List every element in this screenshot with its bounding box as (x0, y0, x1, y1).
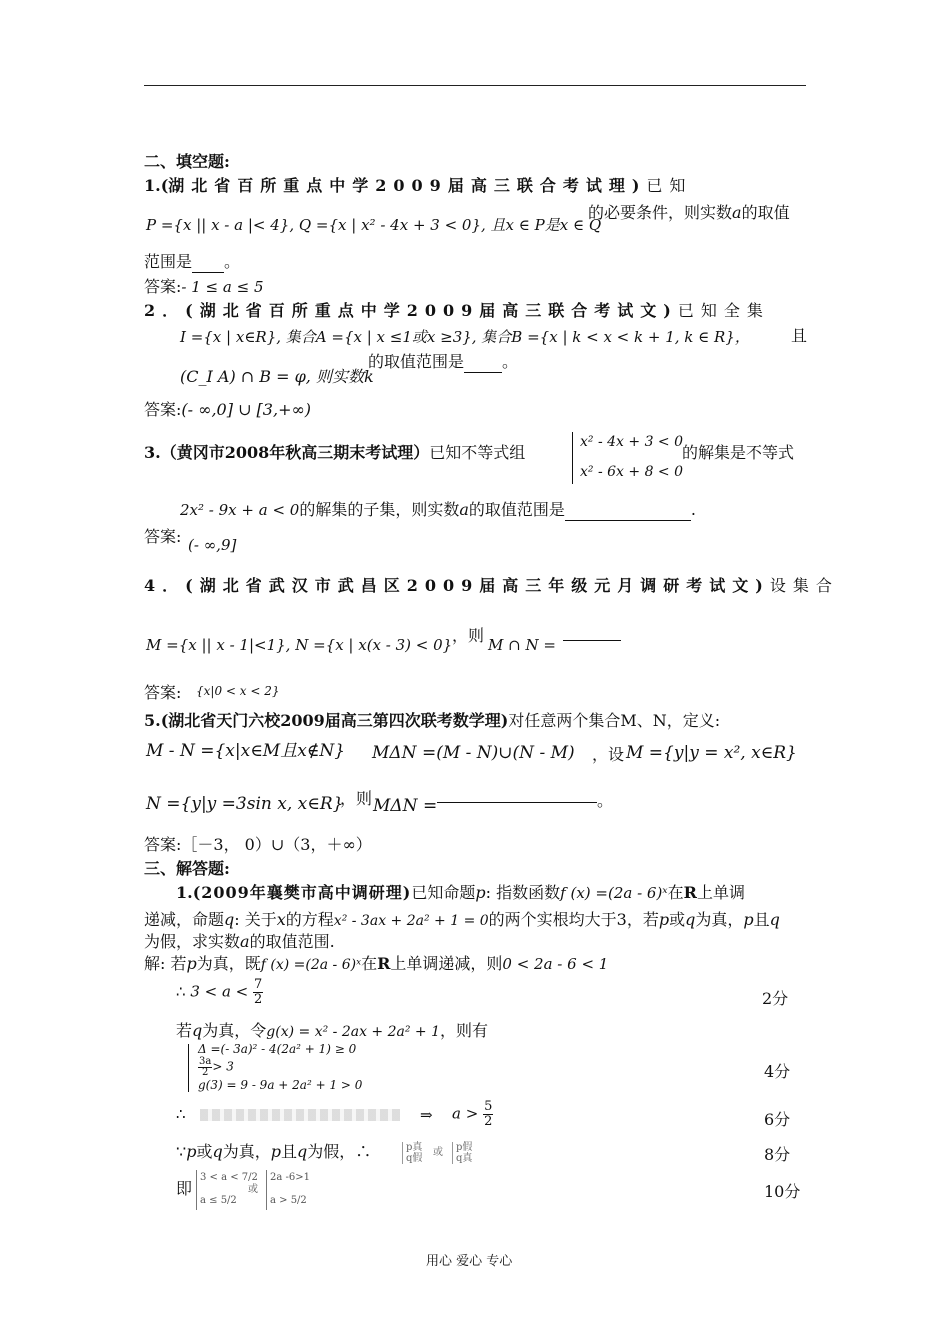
final-1-line-1: 3 < a < 7/2 (200, 1172, 258, 1183)
fraction-numerator: 3a (199, 1056, 212, 1067)
question-1-text-3: 的取值 (741, 203, 790, 222)
solve-1-text-g: 的方程 (285, 910, 334, 929)
case-brace-1 (402, 1142, 403, 1164)
solve-1-true: 为真， (695, 910, 744, 929)
score-6: 6分 (764, 1110, 791, 1129)
score-4: 4分 (764, 1062, 791, 1081)
question-2-blank (464, 352, 502, 373)
fraction-numerator: 5 (484, 1099, 493, 1114)
var-q: q (212, 1142, 223, 1161)
implies-symbol: ⇒ (420, 1106, 433, 1124)
question-2-end: 。 (502, 352, 519, 371)
question-2-source: 湖北省百所重点中学2009届高三联合考试文) (199, 301, 678, 320)
final-2-line-2: a > 5/2 (270, 1195, 307, 1206)
solve-1-text-c: 在 (667, 883, 684, 902)
solve-1-text-a: 已知命题 (411, 883, 476, 902)
solution-line-1 (144, 954, 608, 975)
score-2: 2分 (762, 989, 789, 1008)
question-3-answer-value: (- ∞,9] (188, 536, 237, 554)
question-3-line-2 (180, 500, 696, 521)
answer-label: 答案: (144, 835, 182, 854)
case-brace-2 (452, 1142, 453, 1164)
solution-text-c: 上单调递减，则 (390, 954, 503, 973)
question-2-condition: (C_I A) ∩ B = φ, 则实数k (180, 367, 374, 386)
var-q: q (769, 910, 780, 929)
question-4-number: 4．( (144, 576, 200, 595)
solve-1-source: (2009年襄樊市高中调研理) (192, 883, 412, 902)
question-4-intersection: M ∩ N = (488, 636, 556, 654)
score-8: 8分 (764, 1145, 791, 1164)
question-3-number: 3. (144, 443, 161, 462)
fraction-numerator: 7 (254, 977, 263, 992)
var-p: p (743, 910, 754, 929)
question-1-line-2 (588, 203, 790, 223)
because-symbol: ∵ (176, 1142, 187, 1161)
question-5-source: (湖北省天门六校2009届高三第四次联考数学理) (160, 711, 509, 730)
solve-1-equation: x² - 3ax + 2a² + 1 = 0 (333, 913, 489, 929)
question-1-answer-value: - 1 ≤ a ≤ 5 (181, 278, 264, 296)
var-a: a (240, 932, 250, 951)
question-4-text: 设集合 (769, 576, 839, 595)
question-5-number: 5. (144, 711, 161, 730)
solve-1-text-b: : 指数函数 (485, 883, 561, 902)
final-brace-2 (266, 1170, 267, 1210)
condition-g3: g(3) = 9 - 9a + 2a² + 1 > 0 (198, 1078, 363, 1092)
solution-result-1-expr: 3 < a < (190, 982, 249, 1001)
case-2-line-2: q真 (456, 1153, 473, 1164)
question-3-ineq-2: x² - 6x + 8 < 0 (580, 464, 684, 480)
question-3-answer-label: 答案: (144, 527, 182, 546)
case-2-line-1: p假 (456, 1142, 473, 1153)
question-5-answer-value: ［－3， 0）∪（3，＋∞） (181, 835, 372, 854)
var-x: x (276, 910, 286, 929)
question-4-source: 湖北省武汉市武昌区2009届高三年级元月调研考试文) (199, 576, 770, 595)
question-2-sets: I ={x | x∈R}, 集合A ={x | x ≤1或x ≥3}, 集合B ={x | k < x < k + 1, k ∈ R}， (180, 328, 750, 346)
solve-1-number: 1. (176, 883, 193, 902)
solution-then: ，则有 (440, 1021, 489, 1040)
solution-text-a: 为真，既 (196, 954, 261, 973)
question-3-line-1 (144, 443, 525, 463)
condition-axis-rhs: > 3 (212, 1059, 234, 1074)
solution-result-2 (176, 1105, 186, 1123)
fraction-denominator: 2 (201, 1067, 209, 1078)
question-5-text: 对任意两个集合M、N，定义: (508, 711, 721, 730)
var-q: q (296, 1142, 308, 1161)
question-4-then: ，则 (452, 626, 485, 645)
question-1-blank (192, 252, 224, 273)
solve-1-function: f (x) =(2a - 6)ˣ (560, 884, 668, 902)
question-4-answer-label: 答案: (144, 683, 182, 702)
solution-function: f (x) =(2a - 6)ˣ (260, 957, 362, 973)
question-5-line-1 (144, 711, 720, 731)
fraction-denominator: 2 (484, 1114, 493, 1129)
question-3-text-2: 的解集是不等式 (682, 443, 795, 462)
question-5-set-n: N ={y|y =3sin x, x∈R} (146, 794, 344, 814)
solution-false: 为假，∴ (307, 1142, 372, 1161)
question-5-then: ，则 (340, 789, 373, 808)
solution-line-because (176, 1142, 371, 1162)
solution-true: 为真， (222, 1142, 271, 1161)
condition-discriminant: Δ =(- 3a)² - 4(2a² + 1) ≥ 0 (198, 1042, 357, 1056)
var-p: p (270, 1142, 281, 1161)
var-q: q (685, 910, 696, 929)
result-2-lhs: a > (452, 1104, 479, 1123)
case-1-line-2: q假 (406, 1153, 423, 1164)
solution-label: 解: 若 (144, 954, 187, 973)
question-1-range-text: 范围是 (144, 252, 193, 271)
case-1-line-1: p真 (406, 1142, 423, 1153)
solution-result-2-expr (452, 1100, 493, 1129)
question-5-end: 。 (597, 791, 614, 810)
solution-if: 若 (176, 1021, 193, 1040)
question-3-text-4: 的取值范围是 (468, 500, 565, 519)
solution-ineq: 0 < 2a - 6 < 1 (502, 955, 609, 973)
solution-and: 且 (280, 1142, 297, 1161)
question-2-line-3 (368, 352, 518, 373)
question-2-text: 已知全集 (677, 301, 770, 320)
question-5-let: ，设 (592, 745, 625, 764)
question-1-text-2: 的必要条件，则实数 (588, 203, 733, 222)
section-heading-solve: 三、解答题: (144, 859, 230, 878)
question-1-source: 湖北省百所重点中学2009届高三联合考试理) (168, 176, 647, 195)
question-5-blank (437, 802, 597, 803)
question-5-answer (144, 835, 372, 855)
solve-1-text-e: 递减，命题 (144, 910, 225, 929)
therefore-symbol: ∴ (176, 982, 186, 1001)
var-q: q (192, 1021, 203, 1040)
question-1-answer (144, 277, 263, 297)
question-4-line-1 (144, 576, 839, 596)
solution-let: 为真，令 (202, 1021, 267, 1040)
solution-namely: 即 (176, 1179, 193, 1198)
solve-1-text-i: 为假，求实数 (144, 932, 241, 951)
condition-axis (198, 1057, 234, 1078)
page-footer: 用心 爱心 专心 (426, 1254, 513, 1269)
solution-g-def: g(x) = x² - 2ax + 2a² + 1 (266, 1024, 441, 1040)
answer-label: 答案: (144, 277, 182, 296)
solution-line-q (176, 1021, 488, 1042)
solve-1-line-2 (144, 910, 780, 931)
question-1-text: 已知 (646, 176, 693, 195)
question-3-ineq-1: x² - 4x + 3 < 0 (580, 434, 684, 450)
fraction-3a-2 (198, 1057, 212, 1078)
question-3-text-3: 的解集的子集，则实数 (299, 500, 460, 519)
final-1-line-2: a ≤ 5/2 (200, 1195, 237, 1206)
question-2-answer (144, 400, 311, 420)
solution-or: 或 (196, 1142, 213, 1161)
solve-1-text-h: 的两个实根均大于3，若 (488, 910, 659, 929)
question-2-line-1 (144, 301, 770, 321)
section-heading-fill-blank: 二、填空题: (144, 152, 230, 171)
question-4-answer-value: {x|0 < x < 2} (196, 684, 280, 698)
conditions-brace (188, 1044, 189, 1092)
solve-1-text-j: 的取值范围. (249, 932, 335, 951)
solve-1-line-1 (176, 883, 745, 903)
question-3-end: . (690, 500, 696, 519)
question-2-number: 2．( (144, 301, 200, 320)
blurred-expression (200, 1109, 400, 1121)
question-1-condition: P ={x || x - a |< 4}, Q ={x | x² - 4x + 3 < 0}, 且x ∈ P是x ∈ Q (146, 216, 602, 234)
question-2-and: 且 (791, 326, 808, 345)
question-3-blank (565, 500, 691, 521)
question-5-def-symdiff: MΔN =(M - N)∪(N - M) (372, 743, 575, 763)
header-rule (144, 85, 806, 86)
solve-1-or: 或 (669, 910, 686, 929)
fraction-denominator: 2 (254, 992, 263, 1007)
question-3-var: a (459, 500, 469, 519)
question-1-line-1 (144, 176, 692, 196)
fraction-7-2 (253, 978, 263, 1007)
final-2-line-1: 2a -6>1 (270, 1172, 310, 1183)
reals-symbol: R (683, 883, 697, 902)
score-10: 10分 (764, 1182, 801, 1201)
solution-result-1 (176, 978, 263, 1007)
reals-symbol: R (377, 954, 391, 973)
var-q: q (224, 910, 235, 929)
question-2-range-text: 的取值范围是 (368, 352, 465, 371)
solution-text-b: 在 (361, 954, 378, 973)
solve-1-and: 且 (753, 910, 770, 929)
question-5-symdiff-expr: MΔN = (373, 796, 438, 816)
var-p: p (186, 1142, 197, 1161)
var-p: p (475, 883, 486, 902)
solve-1-line-3 (144, 932, 335, 952)
case-or: 或 (433, 1147, 443, 1158)
question-3-brace (572, 432, 573, 484)
solve-1-text-d: 上单调 (696, 883, 745, 902)
question-3-ineq-3: 2x² - 9x + a < 0 (180, 501, 300, 519)
therefore-symbol: ∴ (176, 1105, 186, 1123)
question-1-number: 1.( (144, 176, 169, 195)
fraction-5-2 (483, 1100, 493, 1129)
var-p: p (186, 954, 197, 973)
question-1-line-3 (144, 252, 240, 273)
solve-1-text-f: : 关于 (234, 910, 277, 929)
answer-label: 答案: (144, 400, 182, 419)
question-3-source: （黄冈市2008年秋高三期末考试理） (160, 443, 430, 462)
question-4-blank (563, 640, 621, 641)
question-1-end: 。 (224, 252, 241, 271)
question-3-text: 已知不等式组 (429, 443, 526, 462)
final-brace-1 (196, 1170, 197, 1210)
question-4-sets: M ={x || x - 1|<1}, N ={x | x(x - 3) < 0} (146, 636, 453, 654)
question-2-answer-value: (- ∞,0] ∪ [3,+∞) (181, 400, 312, 419)
question-5-def-difference: M - N ={x|x∈M且x∉N} (146, 741, 346, 761)
question-1-var: a (732, 203, 742, 222)
final-or: 或 (248, 1184, 258, 1195)
question-5-set-m: M ={y|y = x², x∈R} (626, 743, 797, 763)
var-p: p (658, 910, 670, 929)
